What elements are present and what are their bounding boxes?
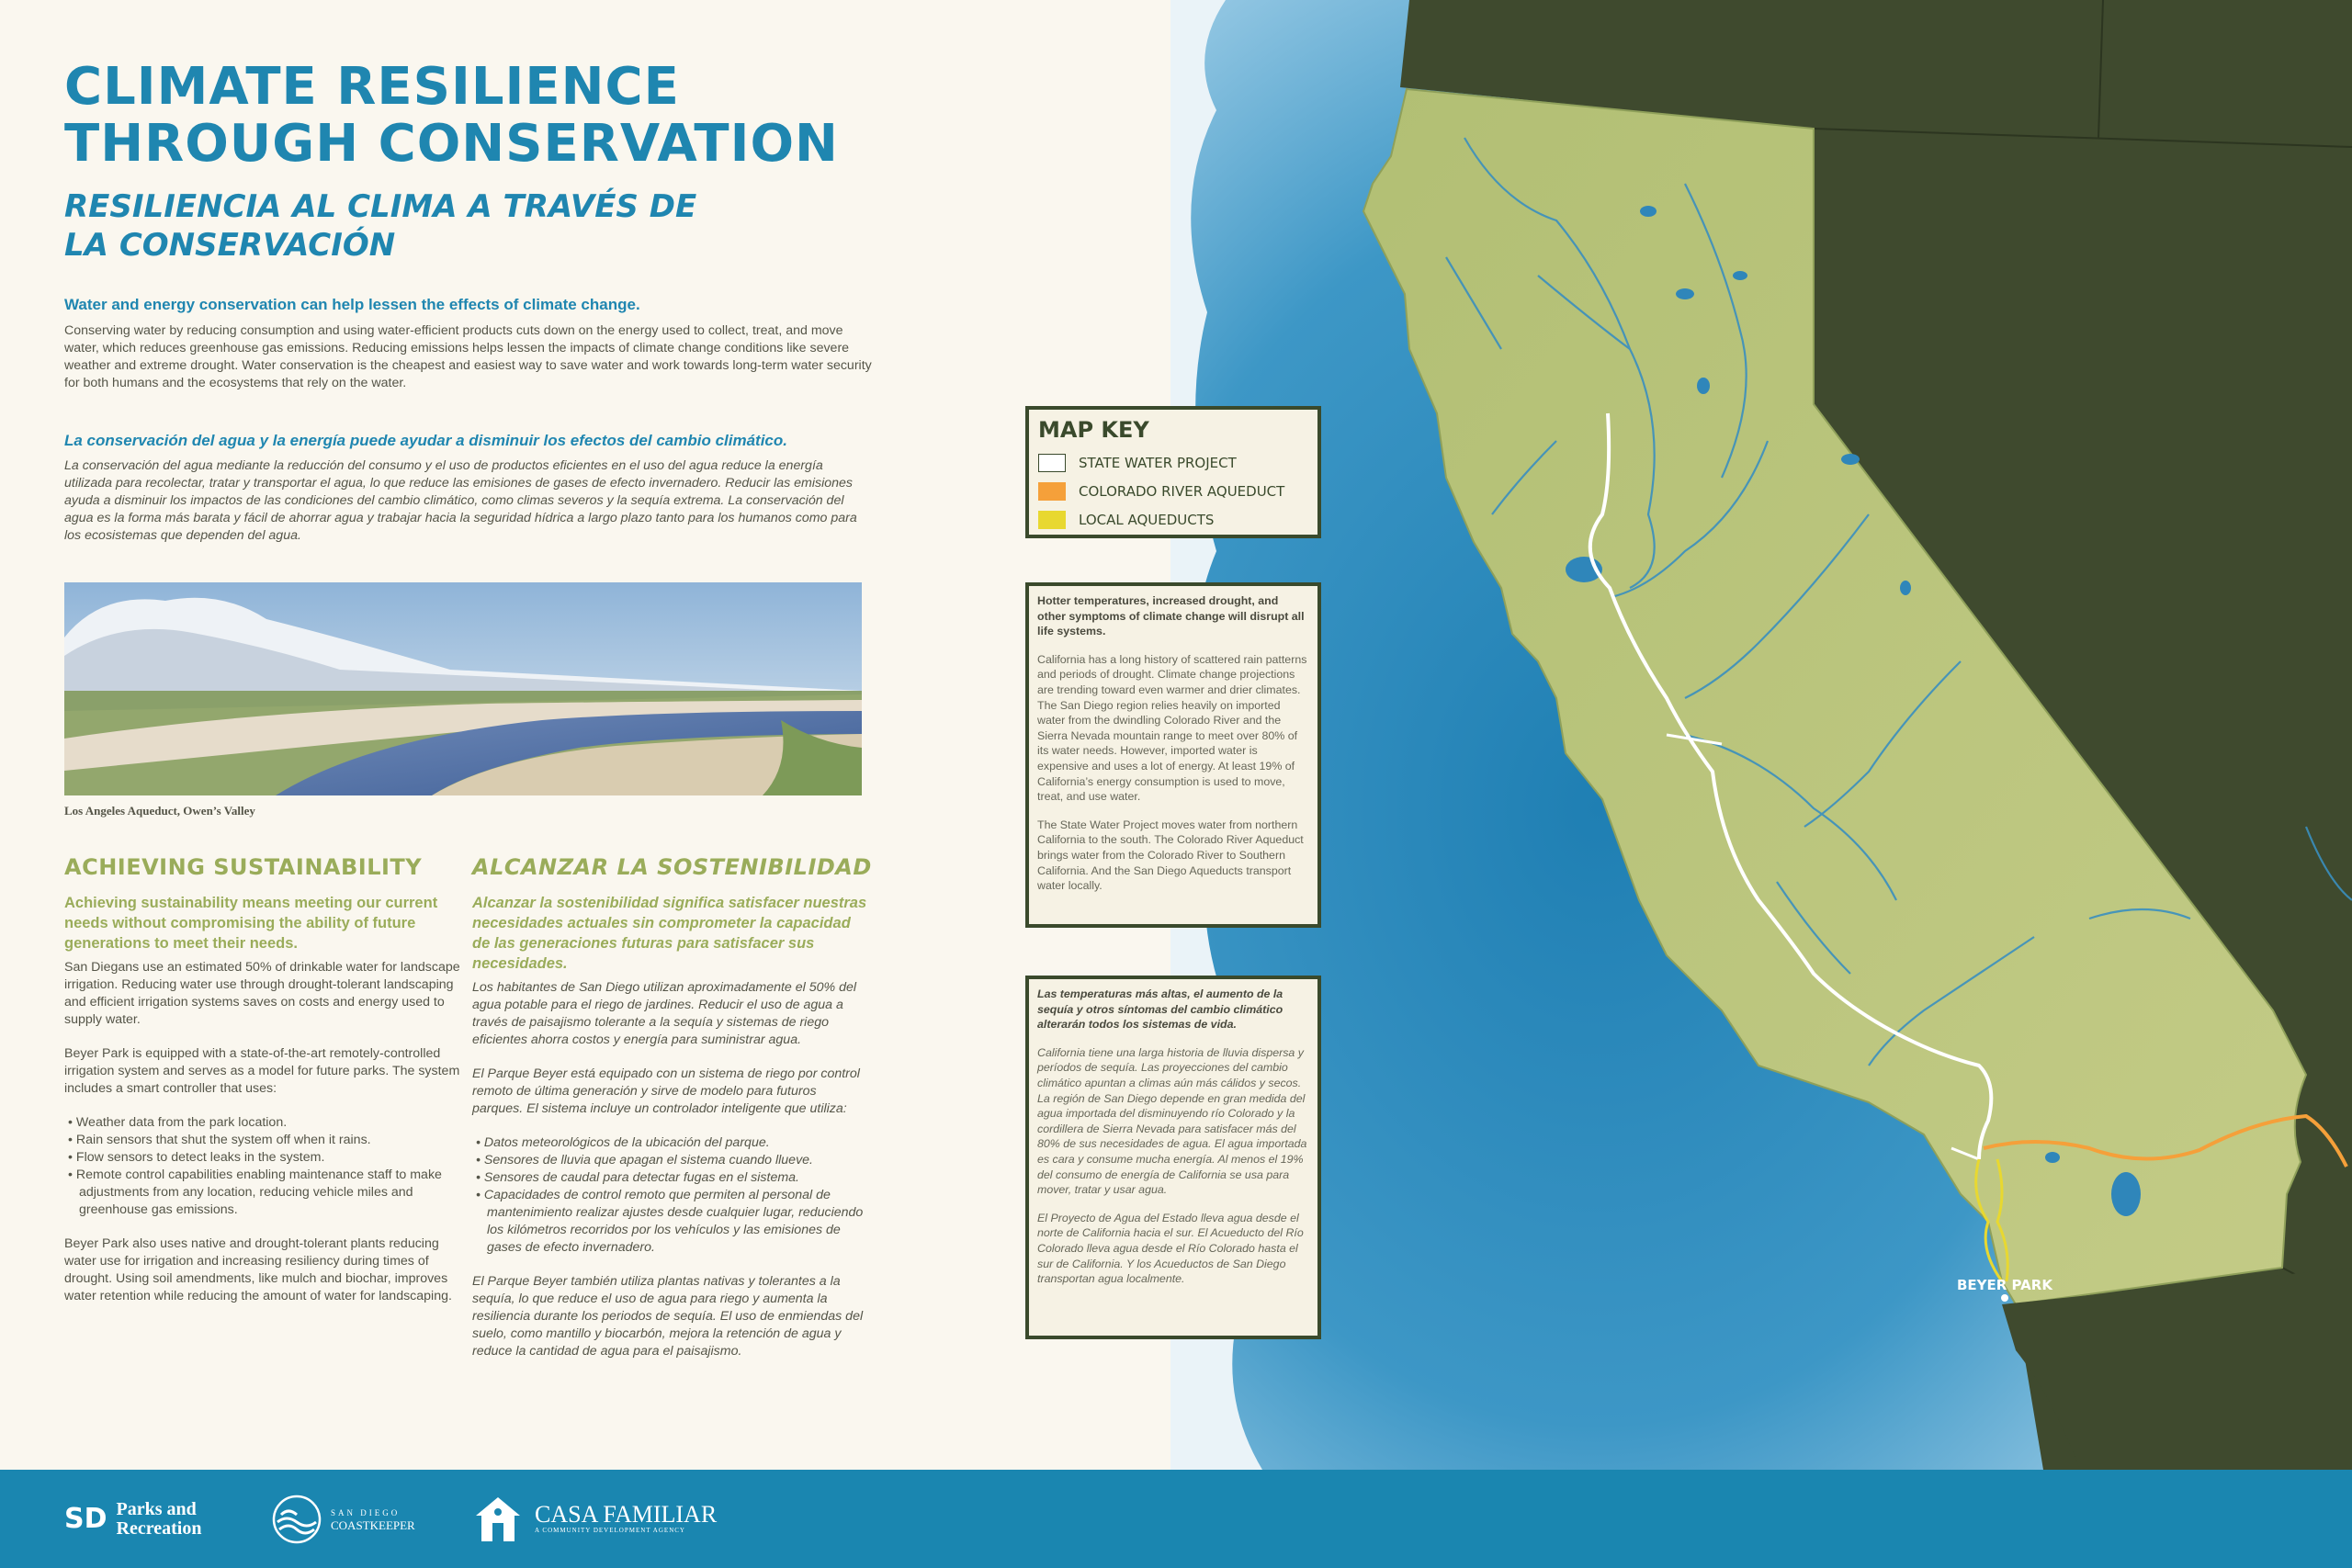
list-item: • Capacidades de control remoto que permiten al personal de mantenimiento realizar ajustes desde cualquier lugar, reduciendo los kilómetros recorridos por los vehículos y las emisiones de gases de efecto invernadero.	[472, 1187, 869, 1257]
footer	[0, 1470, 2352, 1568]
list-item: • Sensores de caudal para detectar fugas en el sistema.	[472, 1169, 869, 1187]
parks-and-recreation-logo	[64, 1470, 201, 1568]
subtitle-line-2: LA CONSERVACIÓN	[64, 227, 396, 264]
map-key-item	[1038, 448, 1308, 477]
bullet-list	[472, 1134, 869, 1257]
parks-line-1: Parks and	[116, 1498, 197, 1519]
map-key-item	[1038, 505, 1308, 534]
sustainability-lead-en: Achieving sustainability means meeting our current needs without compromising the ability of future generations to meet their needs.	[64, 895, 438, 952]
california-map	[1170, 0, 2352, 1470]
paragraph: The State Water Project moves water from northern California to the south. The Colorado River Aqueduct brings water from the Colorado River to Southern California. And the San Diego Aqueducts transport water locally.	[1037, 818, 1304, 893]
photo-caption: Los Angeles Aqueduct, Owen’s Valley	[64, 804, 255, 818]
intro-lead-es: La conservación del agua y la energía puede ayudar a disminuir los efectos del cambio climático.	[64, 432, 787, 449]
map-key-title: MAP KEY	[1038, 417, 1149, 443]
paragraph: Beyer Park is equipped with a state-of-the-art remotely-controlled irrigation system and serves as a model for future parks. The system includes a smart controller that uses:	[64, 1046, 460, 1096]
paragraph: Beyer Park also uses native and drought-tolerant plants reducing water use for irrigation and increasing resiliency during times of drought. Using soil amendments, like mulch and biochar, improves water retention while reducing the amount of water for landscaping.	[64, 1236, 452, 1303]
casa-small: A COMMUNITY DEVELOPMENT AGENCY	[535, 1526, 685, 1534]
list-item: • Flow sensors to detect leaks in the system.	[64, 1149, 461, 1167]
state-water-project-swatch	[1038, 454, 1066, 472]
list-item: • Remote control capabilities enabling maintenance staff to make adjustments from any location, reducing vehicle miles and greenhouse gas emissions.	[64, 1167, 461, 1219]
casa-familiar-logo	[472, 1470, 717, 1568]
paragraph: San Diegans use an estimated 50% of drinkable water for landscape irrigation. Reducing water use through drought-tolerant landscaping and efficient irrigation systems saves on costs and energy used to supply water.	[64, 960, 460, 1027]
colorado-river-aqueduct-swatch	[1038, 482, 1066, 501]
coastkeeper-text	[331, 1506, 415, 1532]
climate-box-heading-en: Hotter temperatures, increased drought, and other symptoms of climate change will disrupt all life systems.	[1037, 594, 1305, 638]
sustainability-lead-es: Alcanzar la sostenibilidad significa satisfacer nuestras necesidades actuales sin comprometer la capacidad de las generaciones futuras para satisfacer sus necesidades.	[472, 895, 867, 972]
intro-lead-en: Water and energy conservation can help lessen the effects of climate change.	[64, 296, 640, 313]
sustainability-body-es	[472, 979, 869, 1377]
paragraph: El Parque Beyer está equipado con un sistema de riego por control remoto de última generación y sirve de modelo para futuros parques. El sistema incluye un controlador inteligente que utiliza:	[472, 1066, 860, 1116]
coastkeeper-small: SAN DIEGO	[331, 1507, 401, 1517]
sustainability-heading-en: ACHIEVING SUSTAINABILITY	[64, 854, 423, 880]
parks-line-2: Recreation	[116, 1517, 202, 1539]
map-key-label: COLORADO RIVER AQUEDUCT	[1079, 482, 1285, 500]
local-aqueducts-swatch	[1038, 511, 1066, 529]
map-key-item	[1038, 477, 1308, 505]
climate-box-es	[1025, 976, 1321, 1339]
climate-box-heading-es: Las temperaturas más altas, el aumento de la sequía y otros síntomas del cambio climático alterarán todos los sistemas de vida.	[1037, 987, 1283, 1032]
climate-box-en	[1025, 582, 1321, 928]
parks-mark: SD	[64, 1503, 107, 1535]
subtitle-line-1: RESILIENCIA AL CLIMA A TRAVÉS DE	[64, 188, 697, 225]
title-line-2: THROUGH CONSERVATION	[64, 114, 839, 174]
list-item: • Weather data from the park location.	[64, 1114, 461, 1132]
intro-body-en: Conserving water by reducing consumption and using water-efficient products cuts down on the energy used to collect, treat, and move water, which reduces greenhouse gas emissions. Reducing emissions helps lessen the impacts of climate change conditions like severe weather and extreme drought. Water conservation is the cheapest and easiest way to save water and work towards long-term water security for both humans and the ecosystems that rely on the water.	[64, 323, 872, 390]
list-item: • Rain sensors that shut the system off when it rains.	[64, 1132, 461, 1149]
map-key	[1025, 406, 1321, 538]
paragraph: El Parque Beyer también utiliza plantas nativas y tolerantes a la sequía, lo que reduce el uso de agua para riego y aumenta la resiliencia durante los periodos de sequía. El uso de enmiendas del suelo, como mantillo y biocarbón, mejora la retención de agua y reduce la cantidad de agua para el paisajismo.	[472, 1274, 864, 1359]
sustainability-heading-es: ALCANZAR LA SOSTENIBILIDAD	[472, 854, 872, 880]
paragraph: El Proyecto de Agua del Estado lleva agua desde el norte de California hacia el sur. El Acueducto del Río Colorado lleva agua desde el Río Colorado hasta el sur de California. Y los Acueductos de San Diego transportan agua localmente.	[1037, 1211, 1304, 1286]
list-item: • Sensores de lluvia que apagan el sistema cuando llueve.	[472, 1152, 869, 1169]
paragraph: California tiene una larga historia de lluvia dispersa y períodos de sequía. Las proyecciones del cambio climático apuntan a climas aún más cálidos y secos. La región de San Diego depende en gran medida del agua importada del disminuyendo río Colorado y la cordillera de Sierra Nevada para satisfacer más del 80% de sus necesidades de agua. El agua importada es cara y consume mucha energía. Al menos el 19% del consumo de energía de California se usa para mover, tratar y usar agua.	[1037, 1045, 1307, 1197]
paragraph: Los habitantes de San Diego utilizan aproximadamente el 50% del agua potable para el riego de jardines. Reducir el uso de agua a través de paisajismo tolerante a la sequía y sistemas de riego eficientes ahorra costos y energía para suministrar agua.	[472, 980, 857, 1047]
aqueduct-photo	[64, 582, 862, 795]
beyer-park-label: BEYER PARK	[1957, 1277, 2052, 1293]
map-key-label: LOCAL AQUEDUCTS	[1079, 511, 1215, 528]
parks-text	[117, 1500, 202, 1539]
title-line-1: CLIMATE RESILIENCE	[64, 57, 680, 117]
page-title	[64, 59, 839, 173]
map-key-label: STATE WATER PROJECT	[1079, 454, 1237, 471]
house-icon	[472, 1494, 524, 1545]
intro-body-es: La conservación del agua mediante la reducción del consumo y el uso de productos eficientes en el uso del agua reduce la energía utilizada para recolectar, tratar y transportar el agua, lo que reduce las emisiones de gases de efecto invernadero. Reducir las emisiones ayuda a disminuir los impactos de las condiciones del cambio climático, como climas severos y la sequía extrema. La conservación del agua es la forma más barata y fácil de ahorrar agua y trabajar hacia la seguridad hídrica a largo plazo tanto para los humanos como para los ecosistemas que dependen del agua.	[64, 458, 857, 543]
page-subtitle	[64, 187, 696, 265]
paragraph: California has a long history of scattered rain patterns and periods of drought. Climate change projections are trending toward even warmer and drier climates. The San Diego region relies heavily on imported water from the dwindling Colorado River and the Sierra Nevada mountain range to meet over 80% of its water needs. However, imported water is expensive and uses a lot of energy. At least 19% of California’s energy consumption is used to move, treat, and use water.	[1037, 652, 1307, 804]
casa-text	[535, 1500, 718, 1535]
coastkeeper-name: COASTKEEPER	[331, 1517, 415, 1532]
bullet-list	[64, 1114, 461, 1219]
coastkeeper-logo	[272, 1470, 415, 1568]
sustainability-body-en	[64, 959, 461, 1322]
list-item: • Datos meteorológicos de la ubicación del parque.	[472, 1134, 869, 1152]
wave-circle-icon	[272, 1495, 322, 1544]
casa-name: CASA FAMILIAR	[535, 1500, 718, 1528]
